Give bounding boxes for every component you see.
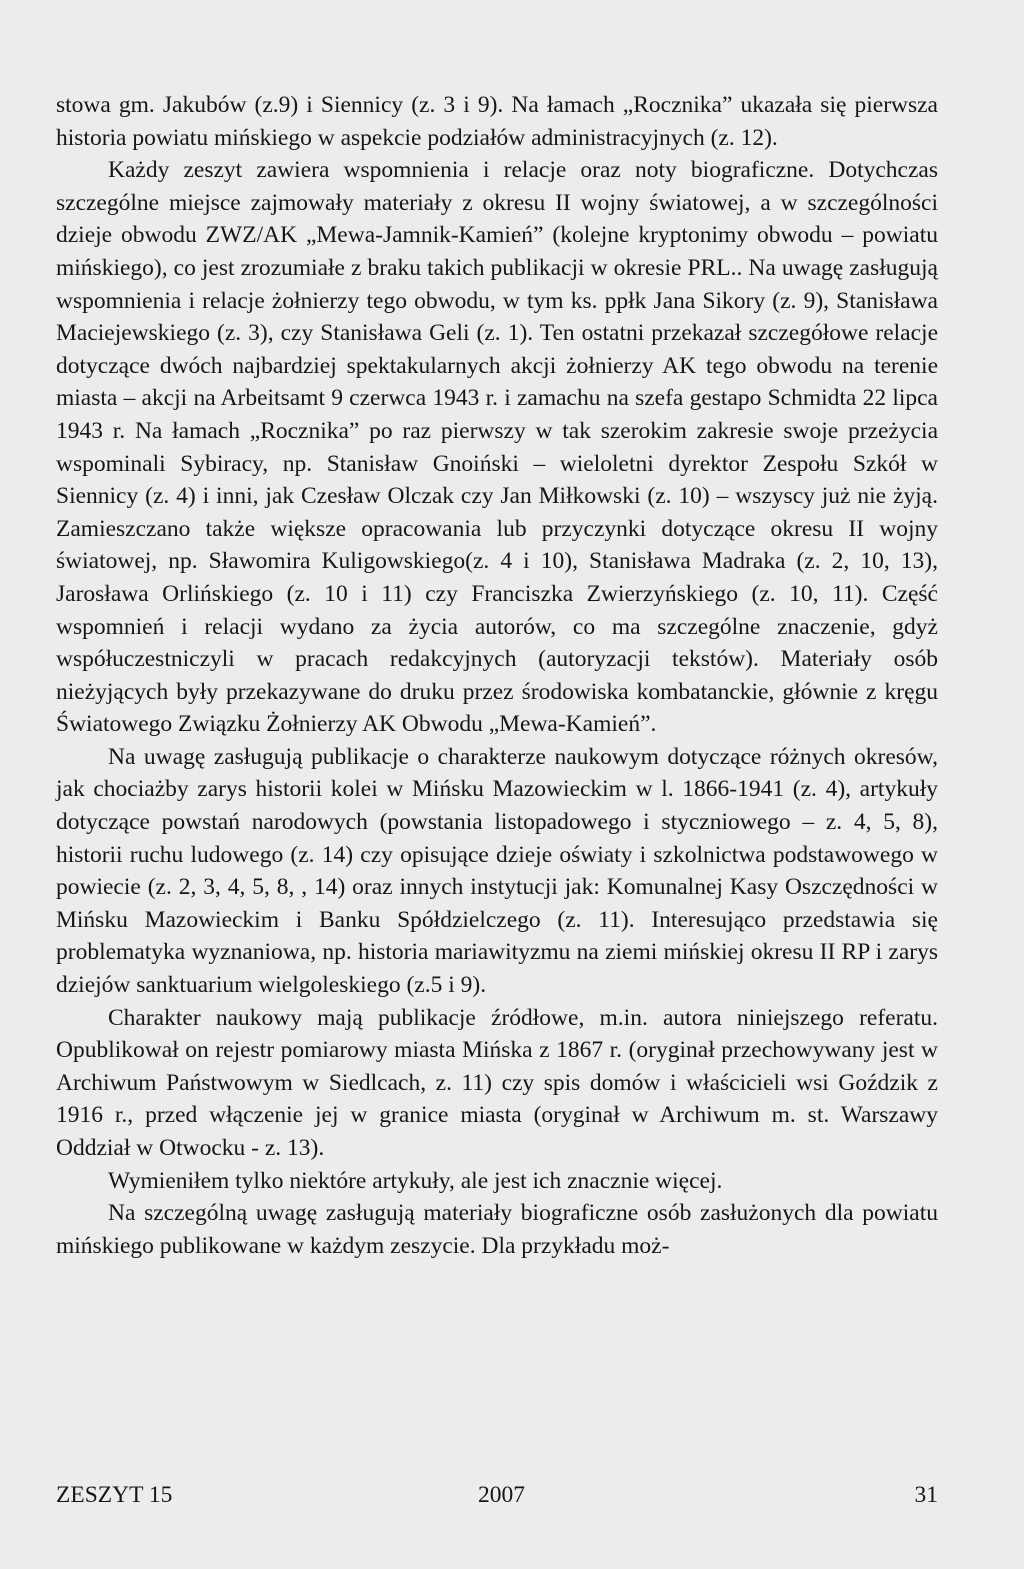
journal-issue: ZESZYT 15 bbox=[56, 1482, 173, 1508]
paragraph-6: Na szczególną uwagę zasługują materiały biograficzne osób zasłużonych dla powiatu mińskiego publikowane w każdym zeszycie. Dla przykładu moż- bbox=[56, 1200, 938, 1259]
body-text bbox=[56, 89, 938, 1262]
publication-year: 2007 bbox=[478, 1482, 525, 1508]
paragraph-4: Charakter naukowy mają publikacje źródłowe, m.in. autora niniejszego referatu. Opublikował on rejestr pomiarowy miasta Mińska z 1867 r. (oryginał przechowywany jest w Archiwum Państwowym w Siedlcach, z. 11) czy spis domów i właścicieli wsi Goździk z 1916 r., przed włączenie jej w granice miasta (oryginał w Archiwum m. st. Warszawy Oddział w Otwocku - z. 13). bbox=[56, 1004, 938, 1161]
paragraph-5: Wymieniłem tylko niektóre artykuły, ale jest ich znacznie więcej. bbox=[108, 1167, 723, 1194]
page-number: 31 bbox=[914, 1482, 938, 1508]
paragraph-1: stowa gm. Jakubów (z.9) i Siennicy (z. 3 i 9). Na łamach „Rocznika” ukazała się pierwsza historia powiatu mińskiego w aspekcie podziałów administracyjnych (z. 12). bbox=[56, 92, 938, 151]
page-footer bbox=[56, 1482, 938, 1514]
paragraph-2: Każdy zeszyt zawiera wspomnienia i relacje oraz noty biograficzne. Dotychczas szczególne miejsce zajmowały materiały z okresu II wojny światowej, a w szczególności dzieje obwodu ZWZ/AK „Mewa-Jamnik-Kamień” (kolejne kryptonimy obwodu – powiatu mińskiego), co jest zrozumiałe z braku takich publikacji w okresie PRL.. Na uwagę zasługują wspomnienia i relacje żołnierzy tego obwodu, w tym ks. ppłk Jana Sikory (z. 9), Stanisława Maciejewskiego (z. 3), czy Stanisława Geli (z. 1). Ten ostatni przekazał szczegółowe relacje dotyczące dwóch najbardziej spektakularnych akcji żołnierzy AK tego obwodu na terenie miasta – akcji na Arbeitsamt 9 czerwca 1943 r. i zamachu na szefa gestapo Schmidta 22 lipca 1943 r. Na łamach „Rocznika” po raz pierwszy w tak szerokim zakresie swoje przeżycia wspominali Sybiracy, np. Stanisław Gnoiński – wieloletni dyrektor Zespołu Szkół w Siennicy (z. 4) i inni, jak Czesław Olczak czy Jan Miłkowski (z. 10) – wszyscy już nie żyją. Zamieszczano także większe opracowania lub przyczynki dotyczące okresu II wojny światowej, np. Sławomira Kuligowskiego(z. 4 i 10), Stanisława Madraka (z. 2, 10, 13), Jarosława Orlińskiego (z. 10 i 11) czy Franciszka Zwierzyńskiego (z. 10, 11). Część wspomnień i relacji wydano za życia autorów, co ma szczególne znaczenie, gdyż współuczestniczyli w pracach redakcyjnych (autoryzacji tekstów). Materiały osób nieżyjących były przekazywane do druku przez środowiska kombatanckie, głównie z kręgu Światowego Związku Żołnierzy AK Obwodu „Mewa-Kamień”. bbox=[56, 157, 938, 738]
paragraph-3: Na uwagę zasługują publikacje o charakterze naukowym dotyczące różnych okresów, jak chociażby zarys historii kolei w Mińsku Mazowieckim w l. 1866-1941 (z. 4), artykuły dotyczące powstań narodowych (powstania listopadowego i styczniowego – z. 4, 5, 8), historii ruchu ludowego (z. 14) czy opisujące dzieje oświaty i szkolnictwa podstawowego w powiecie (z. 2, 3, 4, 5, 8, , 14) oraz innych instytucji jak: Komunalnej Kasy Oszczędności w Mińsku Mazowieckim i Banku Spółdzielczego (z. 11). Interesująco przedstawia się problematyka wyznaniowa, np. historia mariawityzmu na ziemi mińskiej okresu II RP i zarys dziejów sanktuarium wielgoleskiego (z.5 i 9). bbox=[56, 743, 938, 999]
